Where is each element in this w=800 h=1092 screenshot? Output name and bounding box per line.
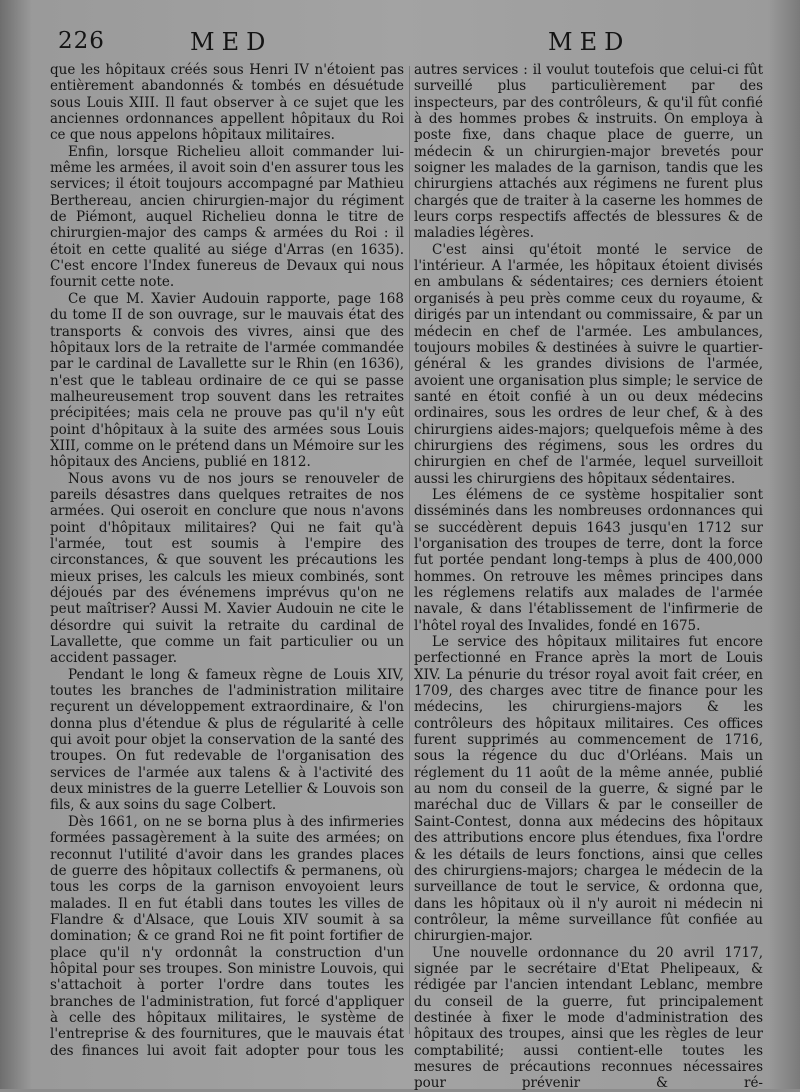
paragraph: Nous avons vu de nos jours se renouveler de pareils désastres dans quelques retraites de nos armées. Qui oseroit en conclure que nous n'avons point d'hôpitaux militaires? Qui ne fait qu'à l'armée, tout est soumis à l'empire des circonstances, & que souvent les précautions les mieux prises, les calculs les mieux combinés, sont déjoués par des événemens imprévus qu'on ne peut maîtriser? Aussi M. Xavier Audouin ne cite le désordre qui suivit la retraite du cardinal de Lavallette, que comme un fait particulier ou un accident passager.	[50, 470, 404, 667]
running-title-right: MED	[548, 28, 631, 56]
paragraph: Une nouvelle ordonnance du 20 avril 1717, signée par le secrétaire d'Etat Phelipeaux, & rédigée par l'ancien intendant Leblanc, membre du conseil de la guerre, fut principalement destinée à fixer le mode d'administration des hôpitaux des troupes, ainsi que les règles de leur comptabilité; aussi contient-elle toutes les mesures de précautions reconnues nécessaires pour prévenir & ré-	[414, 944, 763, 1092]
running-title-left: MED	[190, 28, 273, 56]
column-divider	[409, 66, 410, 1034]
paragraph: Le service des hôpitaux militaires fut encore perfectionné en France après la mort de Louis XIV. La pénurie du trésor royal avoit fait créer, en 1709, des charges avec titre de finance pour les médecins, les chirurgiens-majors & les contrôleurs des hôpitaux militaires. Ces offices furent supprimés au commencement de 1716, sous la régence du duc d'Orléans. Mais un réglement du 11 août de la même année, publié au nom du conseil de la guerre, & signé par le maréchal duc de Villars & par le conseiller de Saint-Contest, donna aux médecins des hôpitaux des attributions encore plus étendues, fixa l'ordre & les détails de leurs fonctions, ainsi que celles des chirurgiens-majors; chargea le médecin de la surveillance de tout le service, & ordonna que, dans les hôpitaux où il n'y auroit ni médecin ni contrôleur, la même surveillance fût confiée au chirurgien-major.	[414, 634, 763, 945]
paragraph: Dès 1661, on ne se borna plus à des infirmeries formées passagèrement à la suite des armées; on reconnut l'utilité d'avoir dans les grandes places de guerre des hôpitaux collectifs & permanens, où tous les corps de la garnison envoyoient leurs malades. Il en fut établi dans toutes les villes de Flandre & d'Alsace, que Louis XIV soumit à sa domination; & ce grand Roi ne fit point fortifier de place qu'il n'y ordonnât la construction d'un hôpital pour ses troupes. Son ministre Louvois, qui s'attachoit à porter l'ordre dans toutes les branches de l'administration, fut forcé d'appliquer à celle des hôpitaux militaires, le système de l'entreprise & des fournitures, que le mauvais état des finances lui avoit fait adopter pour tous les	[50, 813, 404, 1059]
paragraph: Enfin, lorsque Richelieu alloit commander lui-même les armées, il avoit soin d'en assurer tous les services; il étoit toujours accompagné par Mathieu Berthereau, ancien chirurgien-major du régiment de Piémont, auquel Richelieu donna le titre de chirurgien-major des camps & armées du Roi : il étoit en cette qualité au siége d'Arras (en 1635). C'est encore l'Index funereus de Devaux qui nous fournit cette note.	[50, 143, 404, 291]
paragraph: autres services : il voulut toutefois que celui-ci fût surveillé plus particulièrement par des inspecteurs, par des contrôleurs, & qu'il fût confié à des hommes probes & instruits. On employa à poste fixe, dans chaque place de guerre, un médecin & un chirurgien-major brevetés pour soigner les malades de la garnison, tandis que les chirurgiens attachés aux régimens ne furent plus chargés que de traiter à la caserne les hommes de leurs corps respectifs affectés de blessures & de maladies légères.	[414, 62, 763, 242]
paragraph: Pendant le long & fameux règne de Louis XIV, toutes les branches de l'administration militaire reçurent un développement extraordinaire, & l'on donna plus d'étendue & plus de régularité à celle qui avoit pour objet la conservation de la santé des troupes. On fut redevable de l'organisation des services de l'armée aux talens & à l'activité des deux ministres de la guerre Letellier & Louvois son fils, & aux soins du sage Colbert.	[50, 666, 404, 814]
right-column	[414, 62, 763, 1092]
paragraph: C'est ainsi qu'étoit monté le service de l'intérieur. A l'armée, les hôpitaux étoient divisés en ambulans & sédentaires; ces derniers étoient organisés à peu près comme ceux du royaume, & dirigés par un intendant ou commissaire, & par un médecin en chef de l'armée. Les ambulances, toujours mobiles & destinées à suivre le quartier-général & les grandes divisions de l'armée, avoient une organisation plus simple; le service de santé en étoit confié à un ou deux médecins ordinaires, sous les ordres de leur chef, & à des chirurgiens aides-majors; quelquefois même à des chirurgiens des régimens, sous les ordres du chirurgien en chef de l'armée, lequel surveilloit aussi les chirurgiens des hôpitaux sédentaires.	[414, 241, 763, 487]
running-head	[0, 28, 800, 62]
left-column	[50, 62, 404, 1062]
paragraph: que les hôpitaux créés sous Henri IV n'étoient pas entièrement abandonnés & tombés en désuétude sous Louis XIII. Il faut observer à ce sujet que les anciennes ordonnances appellent hôpitaux du Roi ce que nous appelons hôpitaux militaires.	[50, 62, 404, 144]
paragraph: Ce que M. Xavier Audouin rapporte, page 168 du tome II de son ouvrage, sur le mauvais état des transports & convois des vivres, ainsi que des hôpitaux lors de la retraite de l'armée commandée par le cardinal de Lavallette sur le Rhin (en 1636), n'est que le tableau ordinaire de ce qui se passe malheureusement trop souvent dans les retraites précipitées; mais cela ne prouve pas qu'il n'y eût point d'hôpitaux à la suite des armées sous Louis XIII, comme on le prétend dans un Mémoire sur les hôpitaux des Anciens, publié en 1812.	[50, 290, 404, 471]
paragraph: Les élémens de ce système hospitalier sont disséminés dans les nombreuses ordonnances qui se succédèrent depuis 1643 jusqu'en 1712 sur l'organisation des troupes de terre, dont la force fut portée pendant long-temps à plus de 400,000 hommes. On retrouve les mêmes principes dans les réglemens relatifs aux malades de l'armée navale, & dans l'établissement de l'infirmerie de l'hôtel royal des Invalides, fondé en 1675.	[414, 486, 763, 634]
page-number: 226	[58, 28, 105, 54]
